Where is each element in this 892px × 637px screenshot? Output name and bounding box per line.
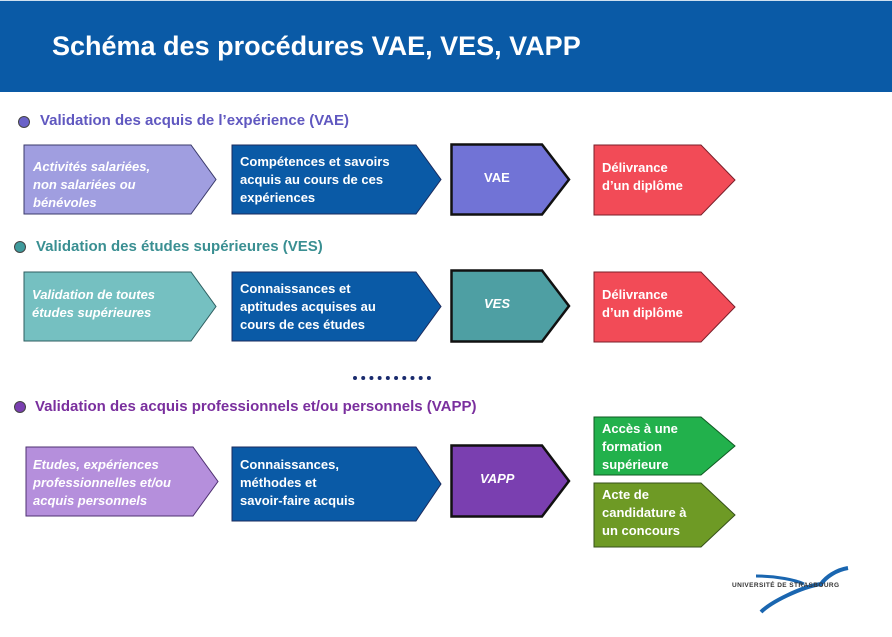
vapp-box-4a-line: supérieure bbox=[602, 457, 669, 472]
ves-box-2-line: cours de ces études bbox=[240, 317, 365, 332]
vae-box-2-line: expériences bbox=[240, 190, 316, 205]
university-logo bbox=[726, 562, 866, 622]
ves-box-2-line: Connaissances et bbox=[240, 281, 351, 296]
vae-box-2-line: Compétences et savoirs bbox=[240, 154, 390, 169]
vae-box-2 bbox=[231, 144, 442, 215]
vapp-box-4b-line: un concours bbox=[602, 523, 681, 538]
vapp-box-3-label: VAPP bbox=[480, 471, 515, 486]
vapp-box-2-line: méthodes et bbox=[240, 475, 317, 490]
ves-box-3-label: VES bbox=[484, 296, 511, 311]
ves-box-1-line: Validation de toutes bbox=[32, 287, 156, 302]
separator-dots bbox=[353, 376, 431, 392]
vapp-box-2 bbox=[231, 446, 442, 522]
vae-box-4-line: d’un diplôme bbox=[602, 178, 683, 193]
vapp-box-4b-line: Acte de bbox=[602, 487, 649, 502]
vapp-box-2-line: savoir-faire acquis bbox=[240, 493, 355, 508]
header-bar bbox=[0, 0, 892, 92]
vae-box-1-line: bénévoles bbox=[33, 195, 97, 210]
vae-box-3 bbox=[450, 143, 571, 216]
vae-box-4-line: Délivrance bbox=[602, 160, 668, 175]
vapp-box-4a-line: Accès à une bbox=[602, 421, 678, 436]
ves-box-2-line: aptitudes acquises au bbox=[240, 299, 376, 314]
vapp-box-1-line: professionnelles et/ou bbox=[33, 475, 171, 490]
bullet-ves-icon bbox=[14, 241, 26, 253]
strasbourg-swoosh-icon bbox=[726, 562, 866, 622]
vae-box-1 bbox=[23, 144, 217, 215]
vae-box-2-line: acquis au cours de ces bbox=[240, 172, 384, 187]
page-title: Schéma des procédures VAE, VES, VAPP bbox=[52, 31, 581, 61]
logo-text: UNIVERSITÉ DE STRASBOURG bbox=[732, 582, 840, 589]
vae-box-4 bbox=[593, 144, 736, 216]
vae-box-3-label: VAE bbox=[484, 170, 510, 185]
vapp-box-1-line: Etudes, expériences bbox=[33, 457, 159, 472]
heading-vapp: Validation des acquis professionnels et/ou personnels (VAPP) bbox=[35, 398, 477, 415]
ves-box-4-line: Délivrance bbox=[602, 287, 668, 302]
vapp-box-1-line: acquis personnels bbox=[33, 493, 148, 508]
ves-box-4 bbox=[593, 271, 736, 343]
vapp-box-4b-line: candidature à bbox=[602, 505, 687, 520]
vapp-box-4a-line: formation bbox=[602, 439, 662, 454]
heading-ves: Validation des études supérieures (VES) bbox=[36, 238, 323, 255]
ves-box-1-line: études supérieures bbox=[32, 305, 152, 320]
vapp-box-1 bbox=[25, 446, 219, 517]
bullet-vae-icon bbox=[18, 116, 30, 128]
heading-vae: Validation des acquis de l’expérience (VAE) bbox=[40, 112, 349, 129]
vapp-box-3 bbox=[450, 444, 571, 518]
bullet-vapp-icon bbox=[14, 401, 26, 413]
ves-box-1 bbox=[23, 271, 217, 342]
vae-box-1-line: non salariées ou bbox=[33, 177, 136, 192]
ves-box-4-line: d’un diplôme bbox=[602, 305, 683, 320]
vapp-box-4a bbox=[593, 416, 736, 476]
vae-box-1-line: Activités salariées, bbox=[33, 159, 151, 174]
vapp-box-4b bbox=[593, 482, 736, 548]
ves-box-2 bbox=[231, 271, 442, 342]
vapp-box-2-line: Connaissances, bbox=[240, 457, 339, 472]
ves-box-3 bbox=[450, 269, 571, 343]
